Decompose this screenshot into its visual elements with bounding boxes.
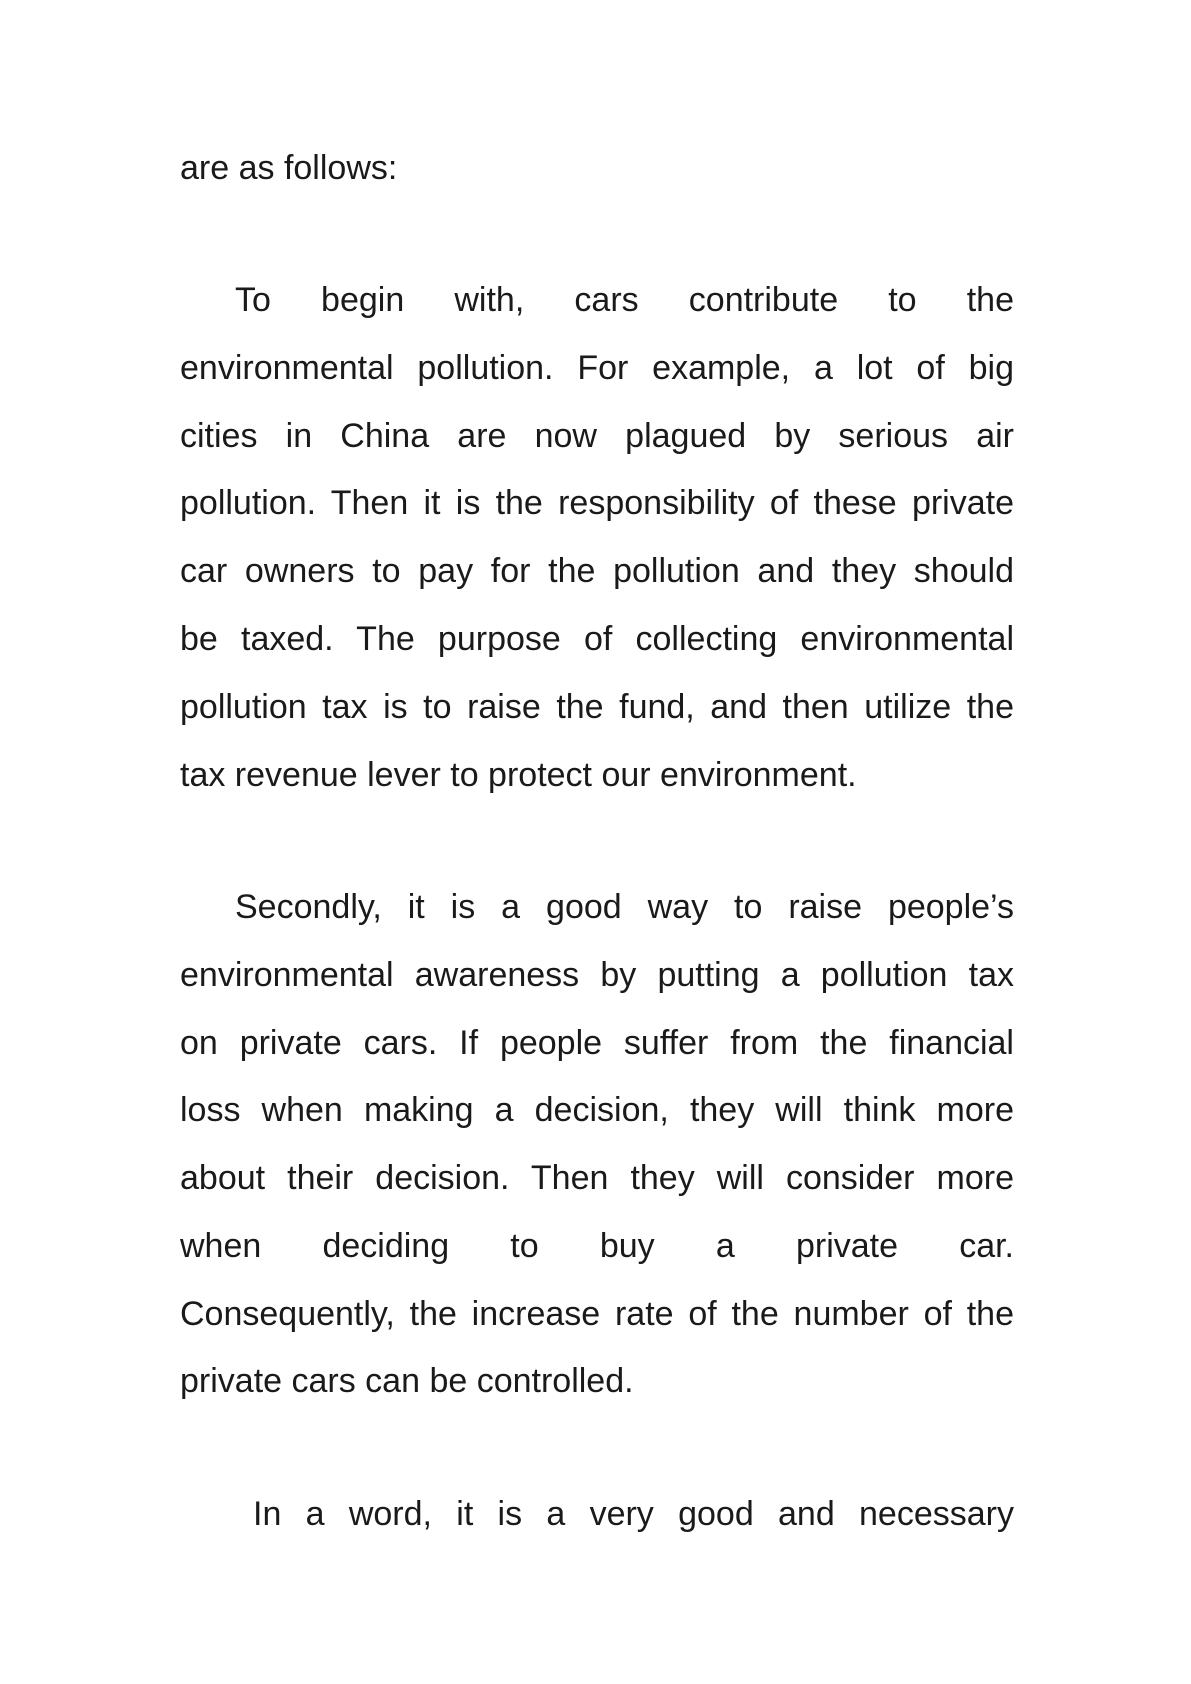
paragraph-1-line: To begin with, cars contribute to the [235,281,1014,319]
paragraph-1-line: tax revenue lever to protect our environment. [180,756,857,794]
paragraph-2-line: private cars can be controlled. [180,1362,634,1400]
paragraph-2-line: Consequently, the increase rate of the number of the [180,1295,1014,1333]
paragraph-2-line: on private cars. If people suffer from the financial [180,1024,1014,1062]
paragraph-2-line: about their decision. Then they will consider more [180,1159,1014,1197]
paragraph-1-line: environmental pollution. For example, a lot of big [180,349,1014,387]
paragraph-1-line: be taxed. The purpose of collecting environmental [180,620,1014,658]
paragraph-2-line: when deciding to buy a private car. [180,1227,1014,1265]
paragraph-2-line: Secondly, it is a good way to raise people’s [235,888,1014,926]
intro-line: are as follows: [180,149,398,187]
paragraph-1-line: pollution tax is to raise the fund, and then utilize the [180,688,1014,726]
paragraph-1-line: pollution. Then it is the responsibility of these private [180,484,1014,522]
paragraph-3-line: In a word, it is a very good and necessary [253,1495,1014,1533]
paragraph-2-line: environmental awareness by putting a pollution tax [180,956,1014,994]
paragraph-1-line: car owners to pay for the pollution and they should [180,552,1014,590]
paragraph-1-line: cities in China are now plagued by serious air [180,417,1014,455]
paragraph-2-line: loss when making a decision, they will think more [180,1091,1014,1129]
